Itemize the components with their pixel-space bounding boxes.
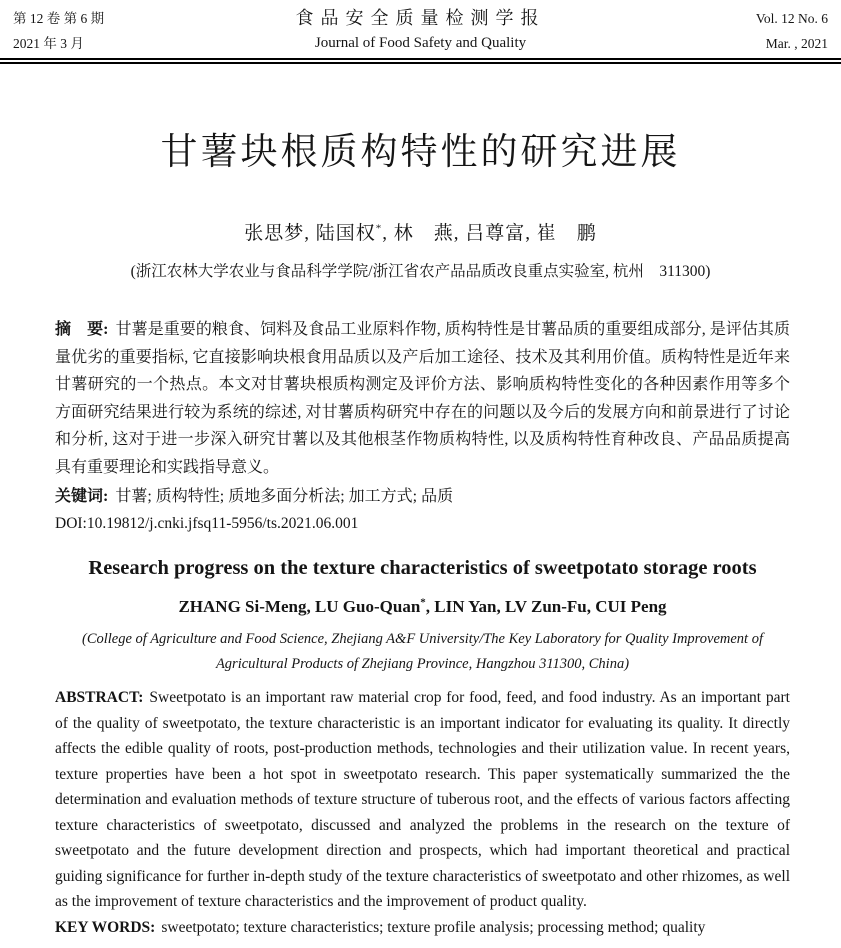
affiliation-en-line2: Agricultural Products of Zhejiang Province, Hangzhou 311300, China) — [215, 656, 630, 672]
keywords-text-cn: 甘薯; 质构特性; 质地多面分析法; 加工方式; 品质 — [115, 488, 454, 505]
abstract-label-en: ABSTRACT: — [55, 689, 144, 706]
publication-date-cn: 2021 年 3 月 — [13, 36, 84, 51]
keywords-cn — [55, 483, 790, 510]
keywords-en — [55, 915, 790, 941]
affiliation-en-line1: (College of Agriculture and Food Science, Zhejiang A&F University/The Key Laboratory for Quality Improvement of — [82, 631, 763, 647]
volume-issue-cn: 第 12 卷 第 6 期 — [13, 11, 105, 26]
corresponding-author-asterisk-en: * — [420, 596, 426, 609]
running-head-center — [198, 6, 643, 56]
authors-cn-text-rest: , 林 燕, 吕尊富, 崔 鹏 — [382, 223, 597, 244]
abstract-text-cn: 甘薯是重要的粮食、饲料及食品工业原料作物, 质构特性是甘薯品质的重要组成部分, 是评估其质量优劣的重要指标, 它直接影响块根食用品质以及产后加工途径、技术及其利用价值。质构特性是近年来甘薯研究的一个热点。本文对甘薯块根质构测定及评价方法、影响质构特性变化的各种因素作用等多个方面研究结果进行较为系统的综述, 对甘薯质构研究中存在的问题以及今后的发展方向和前景进行了讨论和分析, 这对于进一步深入研究甘薯以及其他根茎作物质构特性, 以及质构特性育种改良、产品品质提高具有重要理论和实践指导意义。 — [55, 321, 790, 476]
article-title-en: Research progress on the texture characteristics of sweetpotato storage roots — [88, 557, 757, 579]
journal-name-en: Journal of Food Safety and Quality — [314, 35, 527, 51]
volume-issue-en: Vol. 12 No. 6 — [755, 11, 828, 26]
affiliation-en — [55, 627, 790, 677]
abstract-text-en: Sweetpotato is an important raw material crop for food, feed, and food industry. As an important part of the quality of sweetpotato, the texture characteristic is an important indicator for evaluating its quality. It directly affects the edible quality of roots, post-production methods, technologies and their utilization value. In recent years, texture properties have been a hot spot in sweetpotato research. This paper systematically summarized the the determination and evaluation methods of texture structure of tuberous root, and the effects of various factors affecting texture characteristics of sweetpotato, discussed and analyzed the problems in the research on the texture of sweetpotato and the future development direction and prospects, which had important theoretical and practical guiding significance for further in-depth study of the texture characteristics of sweetpotato and other rhizomes, as well as the improvement of texture characteristics and the improvement of product quality. — [55, 689, 790, 910]
publication-date-en: Mar. , 2021 — [765, 36, 828, 51]
journal-running-head — [0, 0, 841, 56]
running-head-right — [643, 6, 828, 56]
article-title-cn: 甘薯块根质构特性的研究进展 — [160, 132, 681, 173]
author-line-en — [55, 593, 790, 621]
authors-en-text-rest: , LIN Yan, LV Zun-Fu, CUI Peng — [425, 597, 667, 616]
abstract-en — [55, 685, 790, 915]
authors-en-text: ZHANG Si-Meng, LU Guo-Quan — [178, 597, 421, 616]
header-divider-rule — [0, 58, 841, 64]
keywords-text-en: sweetpotato; texture characteristics; texture profile analysis; processing method; quality — [161, 918, 706, 936]
doi-line: DOI:10.19812/j.cnki.jfsq11-5956/ts.2021.06.001 — [55, 515, 359, 532]
author-line-cn — [0, 220, 841, 248]
abstract-label-cn: 摘 要: — [55, 321, 109, 338]
corresponding-author-asterisk: * — [375, 222, 383, 235]
authors-cn-text: 张思梦, 陆国权 — [244, 223, 376, 244]
running-head-left — [13, 6, 198, 56]
abstract-cn — [55, 316, 790, 481]
keywords-label-en: KEY WORDS: — [55, 918, 156, 936]
keywords-label-cn: 关键词: — [55, 488, 109, 505]
affiliation-cn: (浙江农林大学农业与食品科学学院/浙江省农产品品质改良重点实验室, 杭州 311300) — [130, 263, 711, 280]
front-matter-column — [0, 316, 841, 941]
journal-name-cn: 食品安全质量检测学报 — [295, 8, 546, 28]
